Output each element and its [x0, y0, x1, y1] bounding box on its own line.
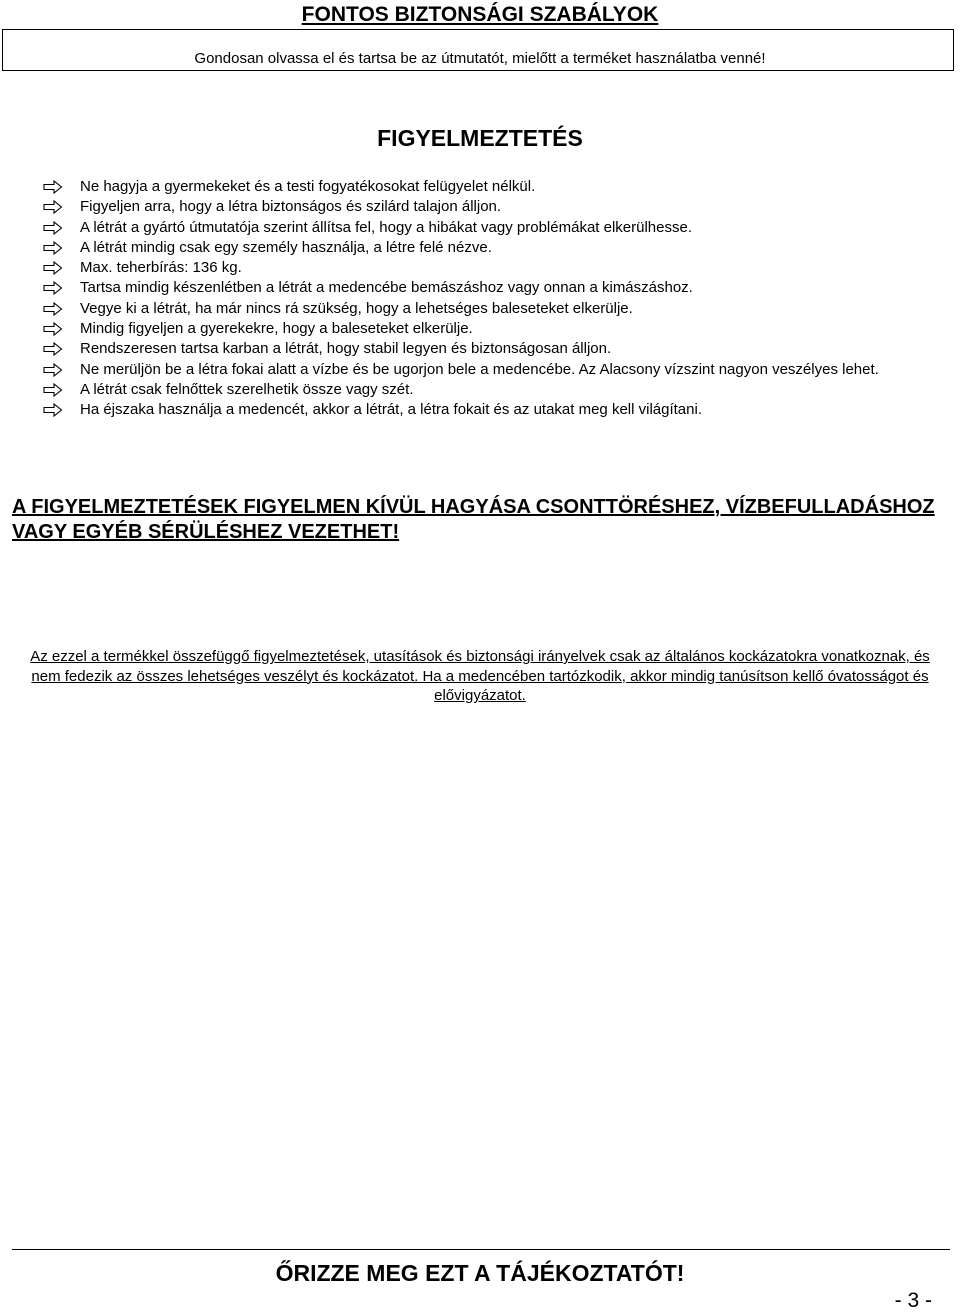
warning-item-text: Figyeljen arra, hogy a létra biztonságos és szilárd talajon álljon. [80, 198, 502, 216]
warning-item [0, 258, 960, 278]
double-arrow-right-icon [43, 200, 63, 214]
warning-item [0, 360, 960, 380]
double-arrow-right-icon [43, 302, 63, 316]
warning-item-text: Max. teherbírás: 136 kg. [80, 259, 242, 277]
warning-item [0, 380, 960, 400]
warning-item-text: Tartsa mindig készenlétben a létrát a medencébe bemászáshoz vagy onnan a kimászáshoz. [80, 279, 693, 297]
warning-item-text: Ne hagyja a gyermekeket és a testi fogyatékosokat felügyelet nélkül. [80, 178, 536, 195]
double-arrow-right-icon [43, 281, 63, 295]
warning-item [0, 197, 960, 217]
warning-item-text: A létrát mindig csak egy személy használja, a létre felé nézve. [80, 238, 492, 256]
double-arrow-right-icon [43, 261, 63, 275]
warning-item [0, 177, 960, 197]
footer-divider [12, 1249, 950, 1250]
warning-item-text: Mindig figyeljen a gyerekekre, hogy a baleseteket elkerülje. [80, 320, 473, 338]
double-arrow-right-icon [43, 180, 63, 194]
warning-item-text: A létrát a gyártó útmutatója szerint állítsa fel, hogy a hibákat vagy problémákat elkerülhesse. [80, 218, 692, 236]
warning-title: FIGYELMEZTETÉS [377, 125, 583, 151]
warning-item-text: Ne merüljön be a létra fokai alatt a vízbe és be ugorjon bele a medencébe. Az Alacsony vízszint nagyon veszélyes lehet. [80, 360, 879, 378]
warning-item-text: A létrát csak felnőttek szerelhetik össze vagy szét. [80, 380, 414, 398]
disclaimer-text: Az ezzel a termékkel összefüggő figyelmeztetések, utasítások és biztonsági irányelvek csak az általános kockázatokra vonatkoznak, és nem fedezik az összes lehetséges veszélyt és kockázatot. Ha a medencében tartózkodik, akkor mindig tanúsítson kellő óvatosságot és elővigyázatot. [30, 648, 930, 704]
double-arrow-right-icon [43, 322, 63, 336]
double-arrow-right-icon [43, 363, 63, 377]
double-arrow-right-icon [43, 241, 63, 255]
warning-item [0, 299, 960, 319]
double-arrow-right-icon [43, 342, 63, 356]
double-arrow-right-icon [43, 403, 63, 417]
intro-text: Gondosan olvassa el és tartsa be az útmutatót, mielőtt a terméket használatba venné! [194, 50, 766, 67]
double-arrow-right-icon [43, 221, 63, 235]
warning-item-text: Vegye ki a létrát, ha már nincs rá szükség, hogy a lehetséges baleseteket elkerülje. [80, 299, 633, 317]
warning-item [0, 218, 960, 238]
warning-item [0, 319, 960, 339]
warning-item [0, 339, 960, 359]
double-arrow-right-icon [43, 383, 63, 397]
warning-item-text: Rendszeresen tartsa karban a létrát, hogy stabil legyen és biztonságosan álljon. [80, 340, 612, 358]
warning-item [0, 238, 960, 258]
warning-item-text: Ha éjszaka használja a medencét, akkor a létrát, a létra fokait és az utakat meg kell világítani. [80, 401, 702, 419]
warning-item [0, 278, 960, 298]
page-title: FONTOS BIZTONSÁGI SZABÁLYOK [301, 3, 659, 26]
consequence-warning: A FIGYELMEZTETÉSEK FIGYELMEN KÍVÜL HAGYÁSA CSONTTÖRÉSHEZ, VÍZBEFULLADÁSHOZ VAGY EGYÉB SÉRÜLÉSHEZ VEZETHET! [12, 496, 935, 543]
page-number: - 3 - [894, 1289, 932, 1312]
footer-text: ŐRIZZE MEG EZT A TÁJÉKOZTATÓT! [275, 1260, 685, 1286]
warning-list [0, 177, 960, 421]
warning-item [0, 400, 960, 420]
